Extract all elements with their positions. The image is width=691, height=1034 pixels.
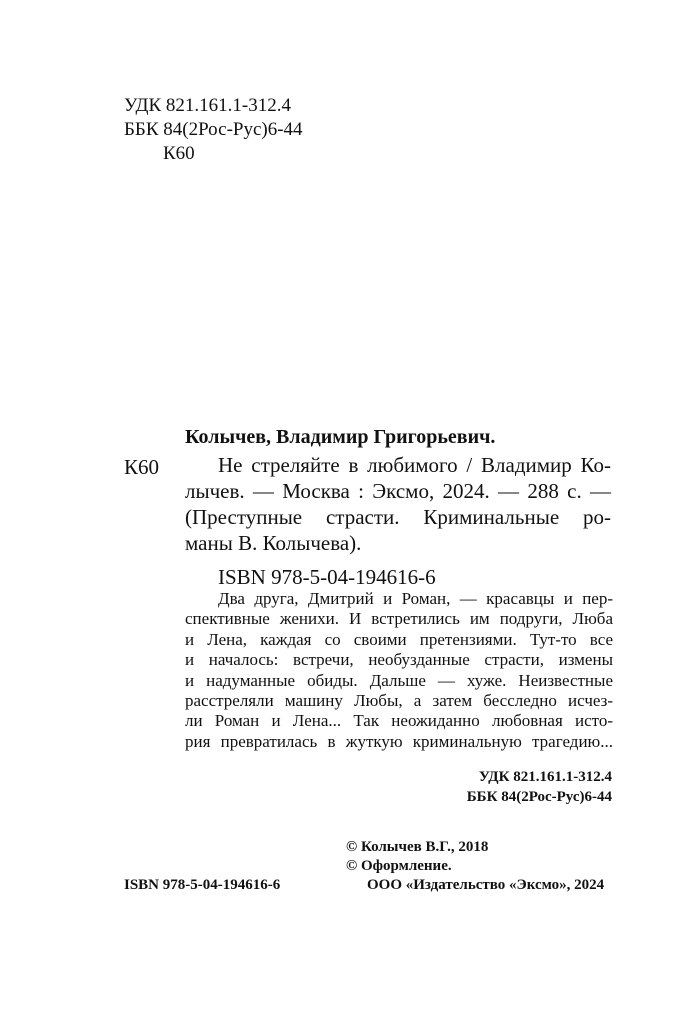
description-line: маны В. Колычева). — [185, 531, 362, 555]
bbk-code-top: ББК 84(2Рос-Рус)6-44 — [124, 119, 303, 140]
copyright-author: © Колычев В.Г., 2018 — [346, 839, 489, 855]
description-line: Не стреляйте в любимого / Владимир Ко- — [218, 453, 611, 477]
udk-code-bottom: УДК 821.161.1-312.4 — [478, 769, 612, 785]
copyright-design-publisher: ООО «Издательство «Эксмо», 2024 — [367, 877, 605, 893]
description-line: (Преступные страсти. Криминальные ро- — [185, 505, 611, 529]
annotation-line: спективные женихи. И встретились им подруги, Люба — [185, 609, 613, 629]
annotation — [185, 589, 613, 752]
annotation-line: расстреляли машину Любы, а затем бесследно исчез- — [185, 690, 613, 710]
bottom-codes — [467, 767, 612, 807]
annotation-line: и надуманные обиды. Дальше — хуже. Неизвестные — [185, 670, 613, 690]
author-mark-top: К60 — [163, 143, 195, 164]
isbn-footer: ISBN 978-5-04-194616-6 — [124, 877, 281, 893]
bbk-code-bottom: ББК 84(2Рос-Рус)6-44 — [466, 789, 612, 805]
isbn-entry: ISBN 978-5-04-194616-6 — [218, 565, 436, 589]
author-mark: К60 — [124, 455, 160, 479]
annotation-line: и началось: встречи, необузданные страсти, измены — [185, 650, 613, 670]
description-line: лычев. — Москва : Эксмо, 2024. — 288 с. — — [185, 479, 611, 503]
copyright-design-label: © Оформление. — [346, 858, 452, 874]
annotation-line: рия превратилась в жуткую криминальную трагедию... — [185, 731, 613, 751]
annotation-line: Два друга, Дмитрий и Роман, — красавцы и пер- — [218, 589, 613, 608]
annotation-line: ли Роман и Лена... Так неожиданно любовная исто- — [185, 711, 613, 731]
author-heading: Колычев, Владимир Григорьевич. — [185, 426, 496, 448]
udk-code-top: УДК 821.161.1-312.4 — [124, 95, 291, 116]
annotation-line: и Лена, каждая со своими претензиями. Тут-то все — [185, 629, 613, 649]
